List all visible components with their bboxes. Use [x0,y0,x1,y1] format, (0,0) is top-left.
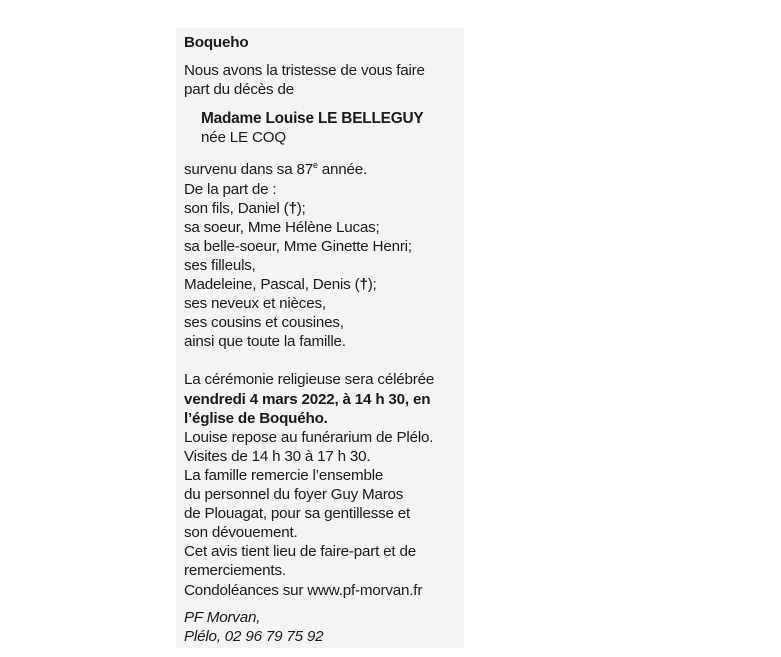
cross-icon: † [359,276,368,294]
family-cousins: ses cousins et cousines, [184,314,344,332]
family-all: ainsi que toute la famille. [184,333,346,351]
notice-line-2: remerciements. [184,562,286,580]
thanks-line-3: de Plouagat, pour sa gentillesse et [184,505,411,523]
cross-icon: † [288,199,297,217]
godchildren-names-text: Madeleine, Pascal, Denis ( [184,276,360,294]
family-nephews: ses neveux et nièces, [184,295,326,313]
family-sister: sa soeur, Mme Hélène Lucas; [184,218,380,236]
town-heading: Boqueho [184,34,249,51]
paragraph-gap [184,351,434,370]
thanks-line-2: du personnel du foyer Guy Maros [184,486,404,504]
deceased-birth-name: née LE COQ [201,129,286,147]
family-sister-in-law: sa belle-soeur, Mme Ginette Henri; [184,237,412,255]
deceased-first-name: Madame Louise [201,110,318,128]
thanks-line-4: son dévouement. [184,524,298,542]
signature-contact: Plélo, 02 96 79 75 92 [184,627,324,645]
family-from: De la part de : [184,180,277,198]
age-line-end: année. [317,161,368,179]
funeral-home-line: Louise repose au funérarium de Plélo. [184,428,434,446]
thanks-line-1: La famille remercie l’ensemble [184,466,384,484]
intro-line-2: part du décès de [184,81,294,99]
age-line-text: survenu dans sa 87 [184,161,313,179]
age-line-ordinal: e [312,160,318,171]
visits-line: Visites de 14 h 30 à 17 h 30. [184,447,371,465]
condolences-line: Condoléances sur www.pf-morvan.fr [184,581,423,599]
notice-line-1: Cet avis tient lieu de faire-part et de [184,543,416,561]
family-godchildren-names [184,275,434,294]
ceremony-line-1: La cérémonie religieuse sera célébrée [184,371,435,389]
family-son [184,199,434,218]
deceased-surname: LE BELLEGUY [317,110,424,128]
family-son-end: ); [296,199,306,217]
obituary-notice [184,33,434,646]
family-godchildren: ses filleuls, [184,257,256,274]
deceased-block [201,109,434,147]
signature [184,608,434,646]
family-son-text: son fils, Daniel ( [184,199,289,217]
age-line [184,156,434,179]
ceremony-date: vendredi 4 mars 2022, à 14 h 30, en [184,390,431,408]
ceremony-place: l’église de Boquého. [184,409,328,427]
intro-line-1: Nous avons la tristesse de vous faire [184,62,425,80]
deceased-name [201,109,434,128]
signature-company: PF Morvan, [184,608,261,626]
godchildren-names-end: ); [367,276,377,294]
